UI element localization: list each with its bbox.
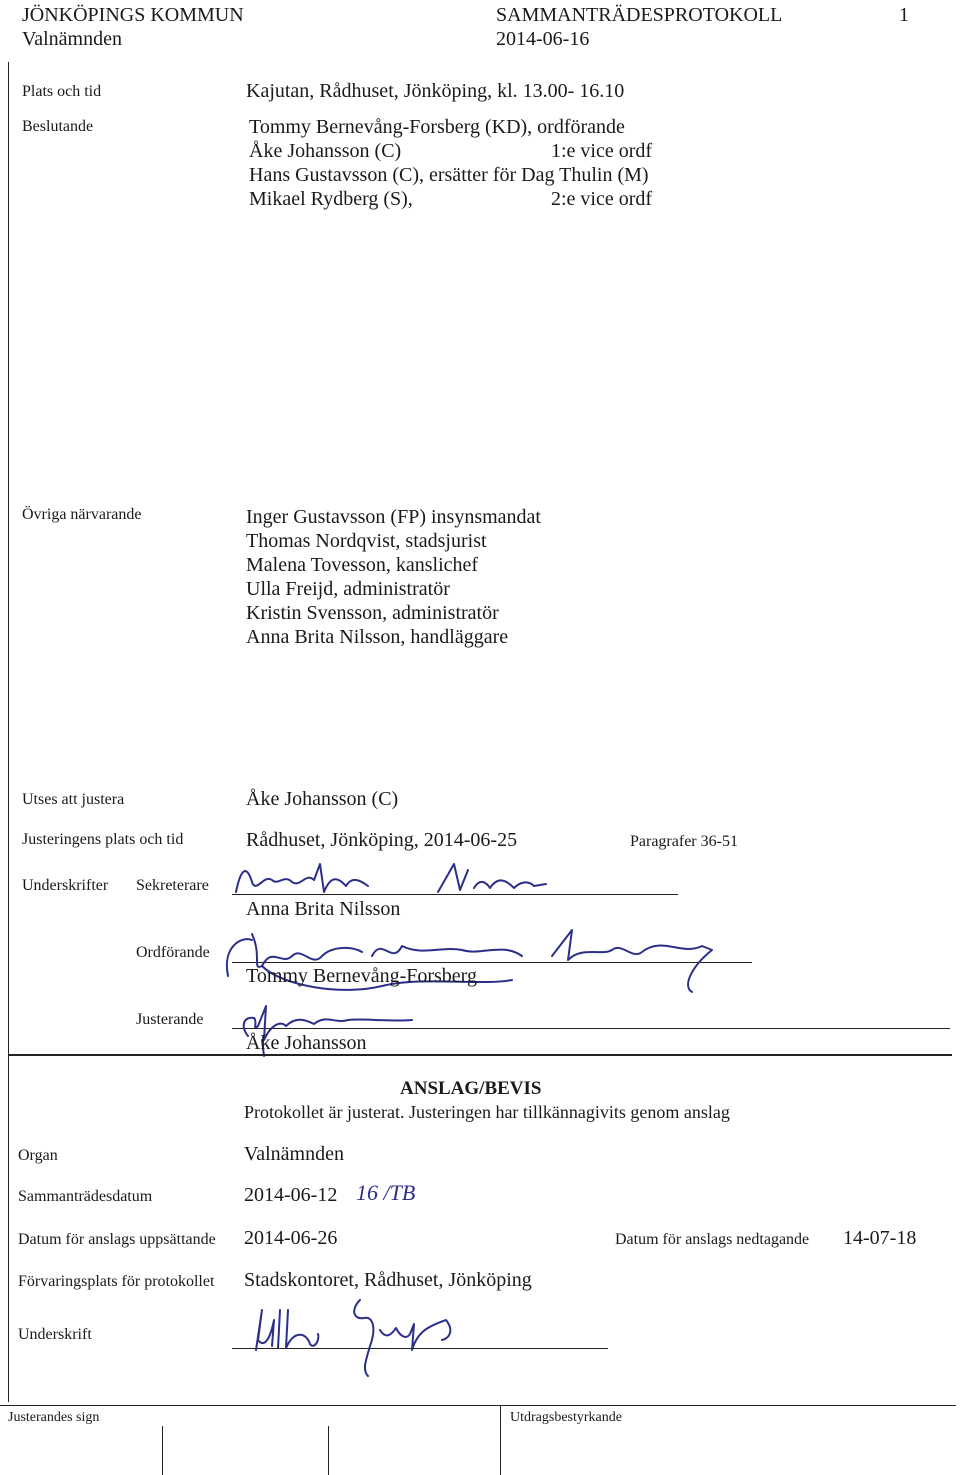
paragraphs: Paragrafer 36-51 <box>630 833 738 850</box>
chair-name: Tommy Bernevång-Forsberg <box>246 965 477 987</box>
adjustment-place-value: Rådhuset, Jönköping, 2014-06-25 <box>246 829 518 851</box>
page-number: 1 <box>899 4 909 26</box>
secretary-name: Anna Brita Nilsson <box>246 898 401 920</box>
deciding-label: Beslutande <box>22 118 94 135</box>
adjustment-place-label: Justeringens plats och tid <box>22 831 184 848</box>
others-label: Övriga närvarande <box>22 506 142 523</box>
appointed-label: Utses att justera <box>22 791 125 808</box>
organ-value: Valnämnden <box>244 1143 344 1165</box>
secretary-label: Sekreterare <box>136 877 209 894</box>
deciding-member-4-role: 2:e vice ordf <box>551 188 653 210</box>
signature-label: Underskrift <box>18 1326 92 1343</box>
storage-value: Stadskontoret, Rådhuset, Jönköping <box>244 1269 532 1291</box>
other-attendee: Thomas Nordqvist, stadsjurist <box>246 530 487 552</box>
org-name: JÖNKÖPINGS KOMMUN <box>22 4 244 26</box>
meeting-date-value: 2014-06-12 <box>244 1184 338 1206</box>
adjuster-name: Åke Johansson <box>246 1032 367 1054</box>
meeting-date-correction: 16 /TB <box>356 1180 416 1205</box>
posting-label: Datum för anslags uppsättande <box>18 1231 216 1248</box>
deciding-member-1: Tommy Bernevång-Forsberg (KD), ordförande <box>249 116 625 138</box>
sign-box-divider <box>162 1426 163 1475</box>
notice-signature <box>250 1290 510 1380</box>
deciding-member-2-role: 1:e vice ordf <box>551 140 653 162</box>
other-attendee: Ulla Freijd, administratör <box>246 578 450 600</box>
extract-cert-label: Utdragsbestyrkande <box>510 1410 622 1425</box>
organ-label: Organ <box>18 1147 58 1164</box>
place-label: Plats och tid <box>22 83 102 100</box>
meeting-date: 2014-06-16 <box>496 28 590 50</box>
other-attendee: Kristin Svensson, administratör <box>246 602 499 624</box>
adjusters-sign-label: Justerandes sign <box>8 1410 100 1425</box>
removal-label: Datum för anslags nedtagande <box>615 1231 810 1248</box>
sign-box-divider <box>328 1426 329 1475</box>
signatures-label: Underskrifter <box>22 877 109 894</box>
secretary-signature <box>228 852 588 902</box>
notice-title: ANSLAG/BEVIS <box>400 1078 542 1099</box>
footer-divider <box>500 1405 501 1475</box>
appointed-value: Åke Johansson (C) <box>246 788 399 810</box>
chair-label: Ordförande <box>136 944 210 961</box>
removal-value: 14-07-18 <box>843 1227 917 1249</box>
place-value: Kajutan, Rådhuset, Jönköping, kl. 13.00- 16.10 <box>246 80 625 102</box>
left-margin-rule <box>8 62 9 1402</box>
adjuster-label: Justerande <box>136 1011 204 1028</box>
other-attendee: Inger Gustavsson (FP) insynsmandat <box>246 506 541 528</box>
committee-name: Valnämnden <box>22 28 122 50</box>
footer-top-border <box>0 1405 956 1406</box>
deciding-member-3: Hans Gustavsson (C), ersätter för Dag Thulin (M) <box>249 164 649 186</box>
deciding-member-4: Mikael Rydberg (S), <box>249 188 413 210</box>
meeting-date-label: Sammanträdesdatum <box>18 1188 153 1205</box>
other-attendee: Anna Brita Nilsson, handläggare <box>246 626 509 648</box>
storage-label: Förvaringsplats för protokollet <box>18 1273 215 1290</box>
other-attendee: Malena Tovesson, kanslichef <box>246 554 479 576</box>
section-divider <box>8 1054 952 1056</box>
deciding-member-2: Åke Johansson (C) <box>249 140 402 162</box>
document-type: SAMMANTRÄDESPROTOKOLL <box>496 4 783 26</box>
notice-text: Protokollet är justerat. Justeringen har tillkännagivits genom anslag <box>244 1102 730 1122</box>
posting-value: 2014-06-26 <box>244 1227 338 1249</box>
